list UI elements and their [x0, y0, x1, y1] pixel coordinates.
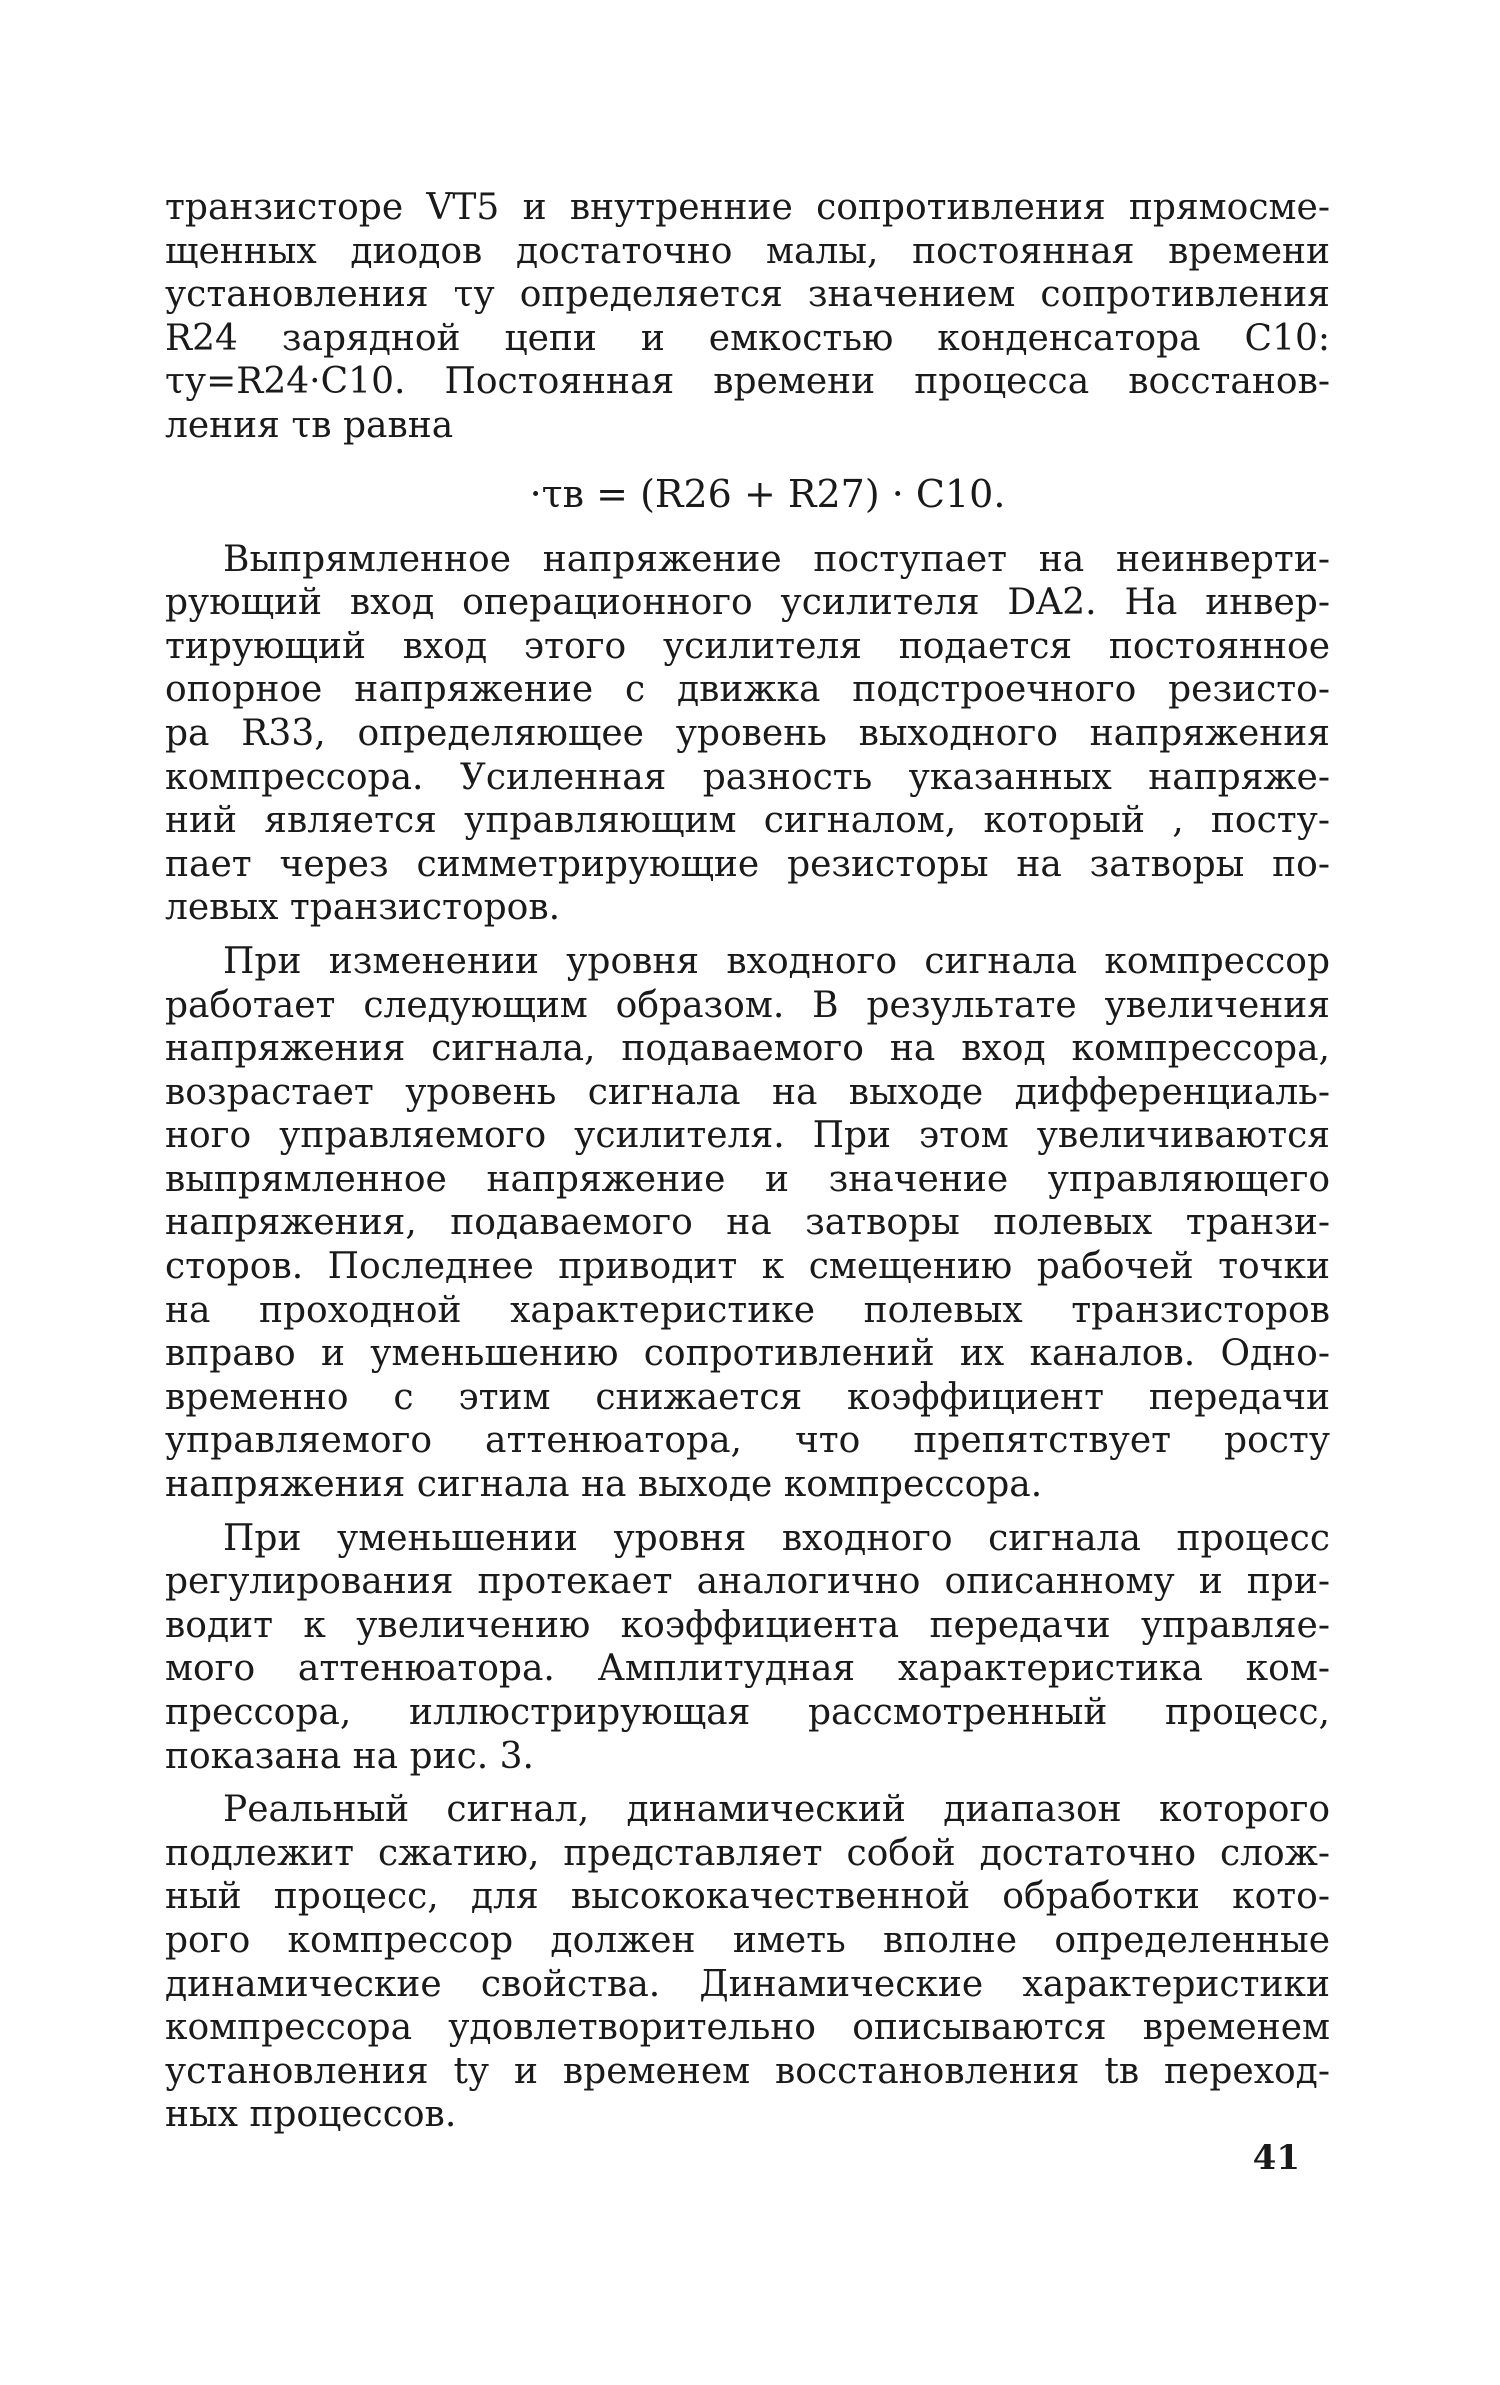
text-line: ления τв равна: [165, 404, 454, 446]
text-line: напряжения, подаваемого на затворы полевых транзи-: [165, 1202, 1330, 1244]
text-line: рующий вход операционного усилителя DA2. На инвер-: [165, 582, 1330, 624]
text-line: показана на рис. 3.: [165, 1735, 534, 1777]
text-line: ний является управляющим сигналом, который , посту-: [165, 800, 1330, 842]
text-line: компрессора удовлетворительно описываются временем: [165, 2007, 1330, 2049]
text-line: Реальный сигнал, динамический диапазон которого: [223, 1789, 1330, 1831]
text-line: ный процесс, для высококачественной обработки кото-: [165, 1876, 1330, 1918]
text-line: на проходной характеристике полевых транзисторов: [165, 1289, 1330, 1331]
text-line: При уменьшении уровня входного сигнала процесс: [223, 1517, 1330, 1559]
text-line: прессора, иллюстрирующая рассмотренный процесс,: [165, 1692, 1330, 1733]
text-line: опорное напряжение с движка подстроечного резисто-: [165, 669, 1330, 711]
text-line: временно с этим снижается коэффициент передачи: [165, 1376, 1330, 1418]
formula: ·τв = (R26 + R27) · C10.: [529, 471, 1006, 516]
text-line: левых транзисторов.: [165, 887, 561, 929]
text-line: ра R33, определяющее уровень выходного напряжения: [165, 712, 1330, 754]
text-line: транзисторе VT5 и внутренние сопротивления прямосме-: [165, 187, 1330, 228]
paragraph-3: [165, 940, 1330, 1507]
text-line: ного управляемого усилителя. При этом увеличиваются: [165, 1115, 1330, 1157]
text-line: водит к увеличению коэффициента передачи управляе-: [165, 1604, 1330, 1646]
page-body: [165, 186, 1330, 2137]
text-line: регулирования протекает аналогично описанному и при-: [165, 1561, 1330, 1603]
text-line: работает следующим образом. В результате увеличения: [165, 984, 1330, 1026]
text-line: напряжения сигнала на выходе компрессора.: [165, 1464, 1043, 1506]
text-line: рого компрессор должен иметь вполне определенные: [165, 1919, 1330, 1961]
text-line: τу=R24·C10. Постоянная времени процесса восстанов-: [165, 361, 1330, 403]
text-line: выпрямленное напряжение и значение управляющего: [165, 1158, 1330, 1200]
text-line: тирующий вход этого усилителя подается постоянное: [165, 625, 1330, 667]
page-number: 41: [1252, 2138, 1300, 2178]
text-line: напряжения сигнала, подаваемого на вход компрессора,: [165, 1028, 1330, 1070]
text-line: управляемого аттенюатора, что препятствует росту: [165, 1420, 1330, 1462]
text-line: мого аттенюатора. Амплитудная характеристика ком-: [165, 1648, 1330, 1690]
text-line: установления τу определяется значением сопротивления: [165, 274, 1330, 316]
text-line: подлежит сжатию, представляет собой достаточно слож-: [165, 1832, 1330, 1874]
text-line: ных процессов.: [165, 2094, 457, 2136]
text-line: возрастает уровень сигнала на выходе дифференциаль-: [165, 1071, 1330, 1113]
text-line: вправо и уменьшению сопротивлений их каналов. Одно-: [165, 1333, 1330, 1375]
text-line: динамические свойства. Динамические характеристики: [165, 1963, 1330, 2005]
text-line: щенных диодов достаточно малы, постоянная времени: [165, 230, 1330, 272]
text-line: компрессора. Усиленная разность указанных напряже-: [165, 756, 1330, 798]
paragraph-4: [165, 1517, 1330, 1779]
paragraph-1: [165, 186, 1330, 448]
text-line: R24 зарядной цепи и емкостью конденсатора С10:: [165, 317, 1330, 359]
text-line: установления tу и временем восстановления tв переход-: [165, 2050, 1330, 2092]
paragraph-5: [165, 1788, 1330, 2137]
text-line: Выпрямленное напряжение поступает на неинверти-: [223, 538, 1330, 580]
text-line: При изменении уровня входного сигнала компрессор: [223, 940, 1330, 982]
paragraph-2: [165, 538, 1330, 930]
text-line: пает через симметрирующие резисторы на затворы по-: [165, 843, 1330, 885]
text-line: сторов. Последнее приводит к смещению рабочей точки: [165, 1246, 1330, 1288]
